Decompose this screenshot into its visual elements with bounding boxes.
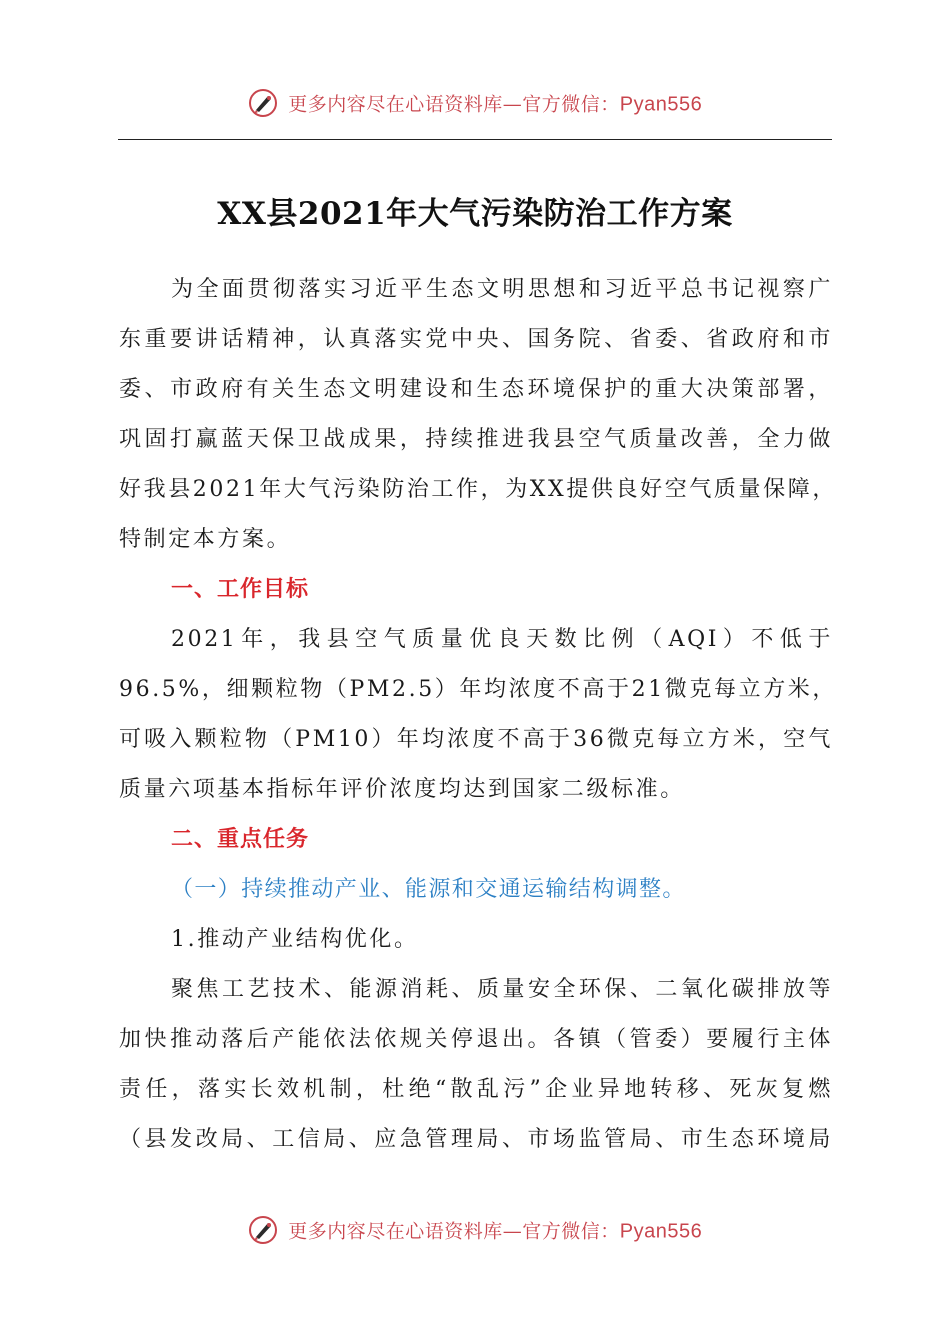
watermark-text <box>288 1221 702 1243</box>
header-divider <box>118 139 832 140</box>
industry-line: （县发改局、工信局、应急管理局、市场监管局、市生态环境局 <box>119 1127 833 1152</box>
intro-line: 为全面贯彻落实习近平生态文明思想和习近平总书记视察广 <box>171 277 833 302</box>
industry-line: 责任，落实长效机制，杜绝“散乱污”企业异地转移、死灰复燃 <box>119 1077 833 1102</box>
industry-paragraph <box>119 965 833 1165</box>
goals-line: 2021年，我县空气质量优良天数比例（AQI）不低于 <box>171 627 833 652</box>
section-heading-goals: 一、工作目标 <box>171 577 310 602</box>
intro-line: 好我县2021年大气污染防治工作，为XX提供良好空气质量保障， <box>119 477 837 502</box>
watermark-wechat-label: 官方微信： <box>522 1220 620 1243</box>
watermark-wechat-label: 官方微信： <box>522 93 620 116</box>
subsection-heading-structure: （一）持续推动产业、能源和交通运输结构调整。 <box>171 877 686 902</box>
goals-line: 96.5%，细颗粒物（PM2.5）年均浓度不高于21微克每立方米， <box>119 677 838 702</box>
watermark-wechat-id: Pyan556 <box>619 1220 703 1243</box>
watermark-text <box>288 94 702 116</box>
industry-line: 聚焦工艺技术、能源消耗、质量安全环保、二氧化碳排放等 <box>171 977 833 1002</box>
watermark-wechat-id: Pyan556 <box>619 93 703 116</box>
watermark-site-text: 更多内容尽在心语资料库 <box>288 1220 503 1243</box>
quill-logo-icon <box>248 88 278 118</box>
document-title: XX县2021年大气污染防治工作方案 <box>217 196 733 232</box>
intro-paragraph <box>119 265 837 565</box>
watermark-site-text: 更多内容尽在心语资料库 <box>288 93 503 116</box>
section-heading-tasks: 二、重点任务 <box>171 827 310 852</box>
goals-line: 可吸入颗粒物（PM10）年均浓度不高于36微克每立方米，空气 <box>119 727 833 752</box>
intro-line: 巩固打赢蓝天保卫战成果，持续推进我县空气质量改善，全力做 <box>119 427 833 452</box>
header-watermark <box>0 88 950 118</box>
industry-line: 加快推动落后产能依法依规关停退出。各镇（管委）要履行主体 <box>119 1027 833 1052</box>
footer-watermark <box>0 1215 950 1245</box>
quill-logo-icon <box>248 1215 278 1245</box>
watermark-dash: — <box>502 93 523 116</box>
intro-line: 委、市政府有关生态文明建设和生态环境保护的重大决策部署， <box>119 377 833 402</box>
goals-paragraph <box>119 615 838 815</box>
item-heading-industry: 1.推动产业结构优化。 <box>171 927 419 952</box>
goals-line: 质量六项基本指标年评价浓度均达到国家二级标准。 <box>119 777 685 802</box>
intro-line: 特制定本方案。 <box>119 527 292 552</box>
document-body <box>119 265 838 1165</box>
intro-line: 东重要讲话精神，认真落实党中央、国务院、省委、省政府和市 <box>119 327 833 352</box>
watermark-dash: — <box>502 1220 523 1243</box>
